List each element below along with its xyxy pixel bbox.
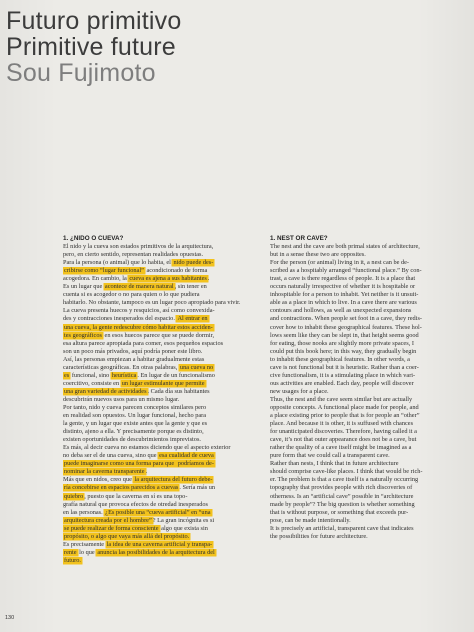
english-text-column [270, 235, 461, 541]
text-line [63, 557, 260, 565]
title-english: Primitive future [6, 33, 176, 61]
highlighted-text: se puede realizar de forma consciente [64, 524, 159, 532]
text-segment: . [145, 468, 148, 476]
text-segment: , sin tener en [174, 283, 207, 291]
text-segment: distinto, ajeno a ella. Y precisamente porque es distinto, [63, 428, 204, 436]
text-segment: algo que exista sin [159, 524, 208, 532]
text-line: er. The problem is that a cave itself is a naturally occurring [270, 476, 419, 484]
text-line: pure form that we could call a transparent cave. [270, 452, 390, 460]
text-line [63, 484, 260, 492]
text-line [63, 372, 260, 380]
highlighted-text: cueva es ajena a sus habitantes [129, 275, 207, 283]
text-line [63, 404, 260, 412]
text-line: cover how to inhabit these geographical features. These hol- [270, 323, 422, 331]
text-line [63, 533, 260, 541]
text-segment: des y contracciones inesperados del espacio. [63, 315, 177, 323]
text-line [63, 380, 260, 388]
highlighted-text: una gran variedad de actividades [64, 387, 147, 395]
text-line: for eating, those nooks are slightly more private spaces, I [270, 339, 414, 347]
text-line: able as a place in which to live. In a cave there are various [270, 299, 417, 307]
highlighted-text: ¿Es posible una “cueva artificial” en “una [105, 508, 211, 516]
text-line: The nest and the cave are both primal states of architecture, [270, 243, 420, 251]
highlighted-text: nominar la caverna transparente [64, 468, 145, 476]
highlighted-text: tes geográficos [64, 331, 102, 339]
text-line [63, 428, 260, 436]
text-segment: Es más, al decir cueva no estamos diciendo que el aspecto exterior [63, 444, 231, 452]
text-line [63, 364, 260, 372]
text-line: cave is not functional but it is heuristic. Rather than a coer- [270, 363, 419, 371]
text-line: opposite concepts. A functional place made for people, and [270, 403, 419, 411]
highlighted-text: rente [64, 548, 77, 556]
highlighted-text: una cueva no [179, 363, 214, 371]
text-line [63, 356, 260, 364]
text-line: Thus, the nest and the cave seem similar but are actually [270, 395, 413, 403]
text-line [63, 324, 260, 332]
author-name: Sou Fujimoto [6, 59, 156, 87]
text-line: that is without purpose, or something that exceeds pur- [270, 508, 409, 516]
text-line: made by people”? The big question is whether something [270, 500, 415, 508]
text-segment: en realidad son opuestos. Un lugar funcional, hecho para [63, 412, 207, 420]
text-segment: pero, en cierto sentido, representan realidades opuestas. [63, 251, 204, 259]
highlighted-text: la idea de una caverna artificial y transpa- [106, 540, 213, 548]
text-line [63, 501, 260, 509]
text-segment: Para la persona (o animal) que lo habita, el [63, 259, 173, 267]
text-line [63, 259, 260, 267]
highlighted-text: futuro. [64, 556, 81, 564]
title-spanish: Futuro primitivo [6, 7, 182, 35]
text-line: a place existing prior to people that is for people an “other” [270, 412, 420, 420]
text-segment: grafía natural que provoca efectos de otredad inesperados [63, 500, 208, 508]
text-segment: funcional, sino [70, 371, 111, 379]
text-segment: ? La gran incógnita es si [152, 516, 215, 524]
text-line [63, 267, 260, 275]
highlighted-text: la arquitectura del futuro debe- [134, 476, 213, 484]
text-segment: la gente, y un lugar que existe antes que la gente y que es [63, 420, 208, 428]
highlighted-text: quiebro [64, 492, 84, 500]
text-line [63, 340, 260, 348]
text-line [63, 251, 260, 259]
text-line [63, 541, 260, 549]
highlighted-text: ría concebirse en espacios parecidos a cuevas [64, 484, 179, 492]
text-segment: son un poco más privados, aquí podría poner este libro. [63, 347, 203, 355]
spanish-text-column [63, 235, 260, 565]
highlighted-text: esa cualidad de cueva [159, 452, 214, 460]
text-line [63, 388, 260, 396]
text-line [63, 420, 260, 428]
text-line: and contractions. When people set foot in a cave, they redis- [270, 315, 423, 323]
text-line: scribed as a hospitably arranged “functional place.” By con- [270, 267, 422, 275]
text-segment: Más que en nidos, creo que [63, 476, 134, 484]
text-line [63, 299, 260, 307]
section-heading-english: 1. NEST OR CAVE? [270, 235, 328, 242]
text-line: place. And because it is other, it is suffused with chances [270, 420, 414, 428]
text-line: Rather than nests, I think that in future architecture [270, 460, 399, 468]
text-line: rather the quality of a cave itself might be imagined as a [270, 444, 412, 452]
text-line [63, 444, 260, 452]
text-line: inhospitable for a person to inhabit. Yet neither is it unsuit- [270, 291, 419, 299]
text-line [63, 332, 260, 340]
text-line: cave, it’s not that outer appearance does not be a cave, but [270, 436, 417, 444]
text-segment: Así, las personas empiezan a habitar gradualmente estas [63, 355, 205, 363]
text-line [63, 509, 260, 517]
text-segment: coercitivo, consiste en [63, 379, 121, 387]
highlighted-text: un lugar estimulante que permite [121, 379, 205, 387]
text-segment: existen oportunidades de descubrimientos imprevistos. [63, 436, 201, 444]
text-segment: descubrirán nuevos usos para un mismo lugar. [63, 395, 180, 403]
text-line [63, 315, 260, 323]
text-line [63, 493, 260, 501]
text-line: but in a sense these two are opposites. [270, 251, 366, 259]
text-line [63, 549, 260, 557]
highlighted-text: es [64, 371, 70, 379]
text-segment: , puesto que la caverna en sí es una topo- [84, 492, 188, 500]
text-segment: . Cada día sus habitantes [147, 387, 210, 395]
text-segment: habitarlo. No obstante, tampoco es un lugar poco apropiado para vivir. [63, 299, 241, 307]
text-segment: . Sería más un [179, 484, 216, 492]
text-segment: El nido y la cueva son estados primitivos de la arquitectura, [63, 243, 214, 251]
text-line: the possibilities for future architecture. [270, 532, 368, 540]
text-line [63, 348, 260, 356]
text-line [63, 283, 260, 291]
text-line: for unanticipated discoveries. Therefore, having called it a [270, 428, 417, 436]
text-line: occurs naturally irrespective of whether it is hospitable or [270, 283, 416, 291]
highlighted-text: arquitectura creada por el hombre” [64, 516, 152, 524]
text-line [63, 436, 260, 444]
highlighted-text: propósito, o algo que vaya más allá del propósito. [64, 532, 190, 540]
text-segment: Por tanto, nido y cueva parecen conceptos similares pero [63, 403, 207, 411]
text-line: pose, can be made intentionally. [270, 516, 351, 524]
text-line [63, 307, 260, 315]
text-line: to inhabit these geographical features. In other words, a [270, 355, 410, 363]
text-segment: . En lugar de un funcionalismo [137, 371, 215, 379]
text-segment: en esos huecos parece que se puede dormir, [102, 331, 215, 339]
text-line [63, 460, 260, 468]
highlighted-text: heurística [111, 371, 137, 379]
page-number: 130 [5, 615, 15, 621]
text-line [63, 517, 260, 525]
highlighted-text: cribirse como “lugar funcional” [64, 267, 144, 275]
text-line [63, 396, 260, 404]
highlighted-text: podríamos de- [177, 460, 214, 468]
highlighted-text: una cueva, la gente redescubre cómo habitar estos acciden- [64, 323, 213, 331]
highlighted-text: nido puede des- [173, 259, 214, 267]
text-line: should comprise cave-like places. I think that would be rich- [270, 468, 423, 476]
text-line: contours and hollows, as well as unexpected expansions [270, 307, 412, 315]
text-line [63, 468, 260, 476]
text-line: new usages for a place. [270, 387, 329, 395]
text-segment: cuenta si es acogedor o no para quien o lo que pudiera [63, 291, 200, 299]
highlighted-text: puede imaginarse como una forma para que [64, 460, 176, 468]
text-line: cive functionalism, it is a stimulating place in which vari- [270, 371, 416, 379]
text-segment: . [207, 275, 210, 283]
text-line [63, 525, 260, 533]
highlighted-text: Al entrar en [177, 315, 208, 323]
text-segment: no deba ser el de una cueva, sino que [63, 452, 159, 460]
text-line [63, 275, 260, 283]
text-line: ous activities are enabled. Each day, people will discover [270, 379, 414, 387]
text-line: It is precisely an artificial, transparent cave that indicates [270, 524, 414, 532]
text-segment: lo que [77, 548, 97, 556]
text-line [63, 291, 260, 299]
text-line [63, 412, 260, 420]
text-segment: acondicionado de forma [144, 267, 208, 275]
text-segment: características geográficas. En otras palabras, [63, 363, 179, 371]
text-segment: esa altura parece apropiada para comer, esos pequeños espacios [63, 339, 224, 347]
section-heading-spanish: 1. ¿NIDO O CUEVA? [63, 235, 124, 242]
text-line [63, 452, 260, 460]
text-segment: acogedora. En cambio, la [63, 275, 129, 283]
text-line: topography that provides people with rich discoveries of [270, 484, 413, 492]
highlighted-text: anuncia las posibilidades de la arquitectura del [97, 548, 215, 556]
text-segment: Es un lugar que [63, 283, 104, 291]
text-line: trast, a cave is there regardless of people. It is a place that [270, 275, 416, 283]
text-line: otherness. Is an “artificial cave” possible in “architecture [270, 492, 414, 500]
title-block [6, 8, 181, 86]
text-segment: en las personas. [63, 508, 105, 516]
text-segment: Es precisamente [63, 540, 106, 548]
text-line [63, 476, 260, 484]
text-segment: La cueva presenta huecos y resquicios, así como convexida- [63, 307, 215, 315]
text-line: For the person (or animal) living in it, a nest can be de- [270, 259, 410, 267]
highlighted-text: acontece de manera natural [104, 283, 174, 291]
text-line [63, 243, 260, 251]
text-line: lows seem like they can be slept in, that height seems good [270, 331, 419, 339]
text-line: could put this book here; in this way, they gradually begin [270, 347, 417, 355]
